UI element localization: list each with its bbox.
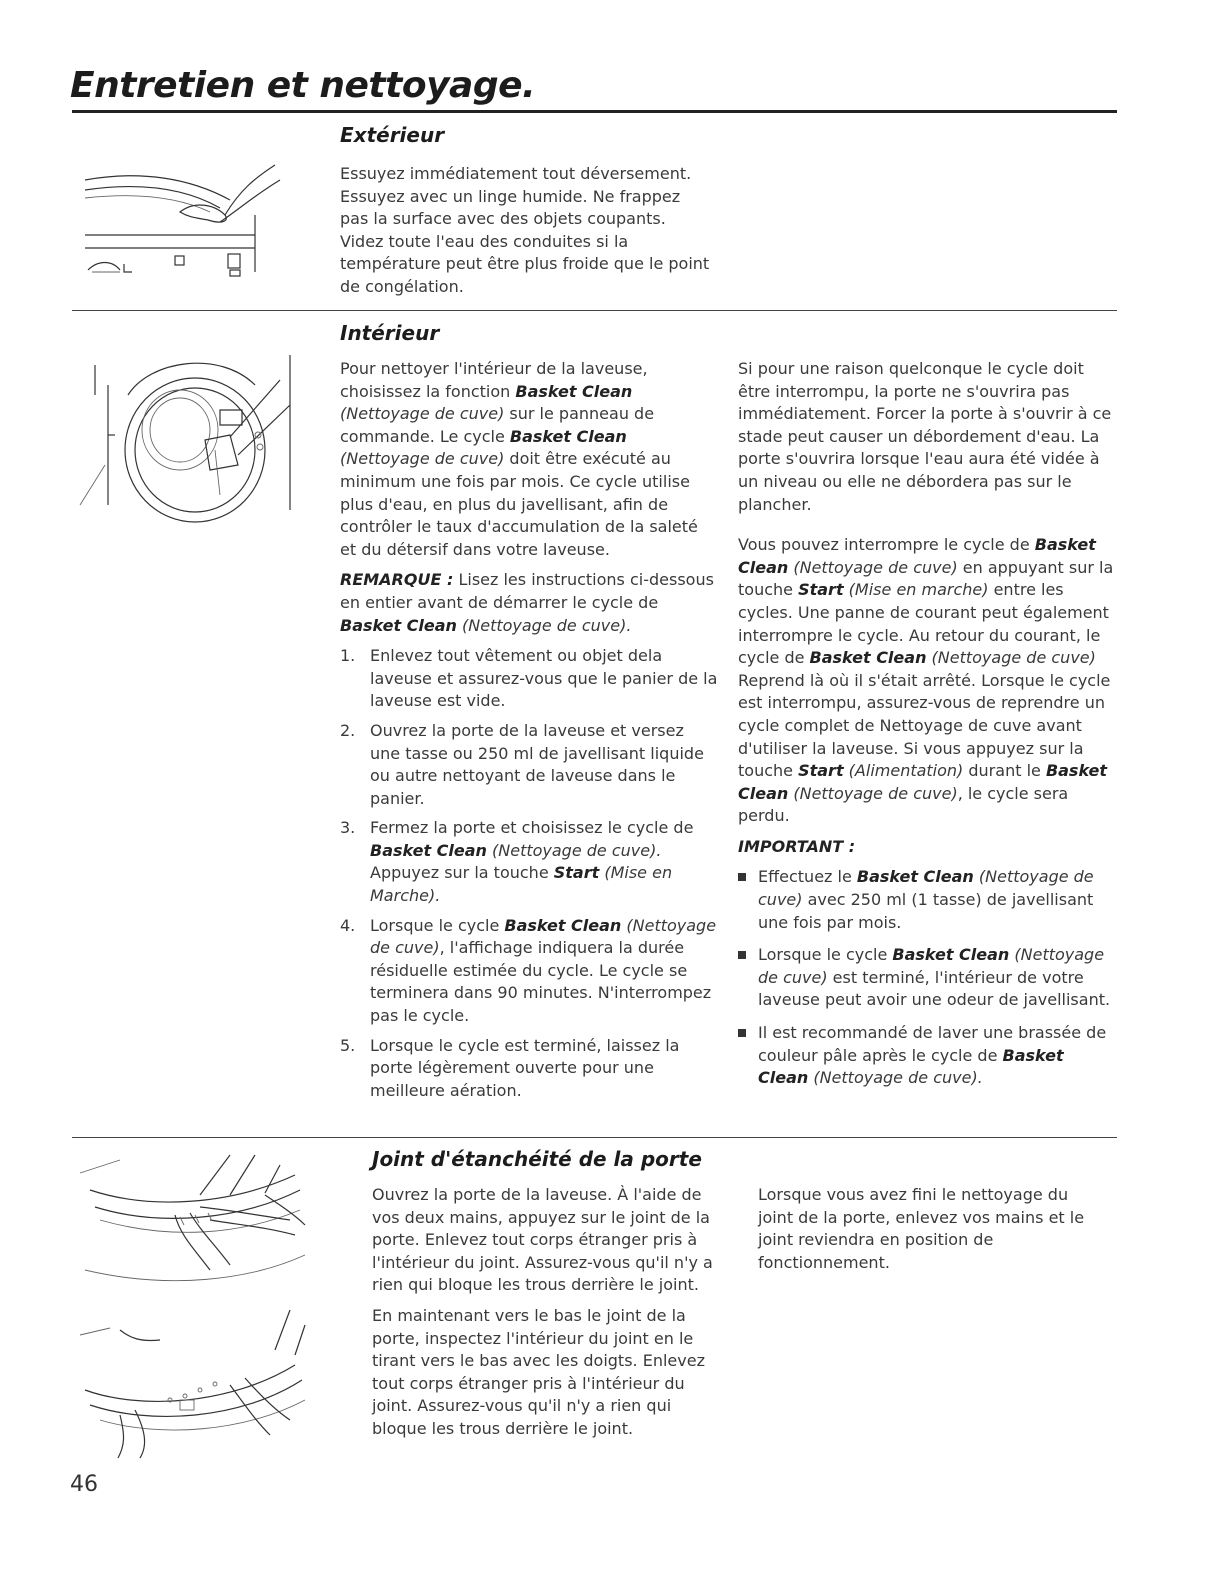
step-item: 4. Lorsque le cycle Basket Clean (Nettoyage de cuve), l'affichage indiquera la durée résiduelle estimée du cycle. Le cycle se terminera dans 90 minutes. N'interrompez pas le cycle. [340,915,717,1026]
door-seal-step-inspect: En maintenant vers le bas le joint de la porte, inspectez l'intérieur du joint en le tirant vers le bas avec les doigts. Enlevez tout corps étranger pris à l'intérieur du joint. Assurez-vous qu'il n'y a rien qui bloque les trous derrière le joint. [372,1305,705,1438]
section-divider-1 [72,310,1117,311]
bullet-item: Effectuez le Basket Clean (Nettoyage de cuve) avec 250 ml (1 tasse) de javellisant une fois par mois. [738,866,1118,934]
section-divider-2 [72,1137,1117,1138]
step-item: 1. Enlevez tout vêtement ou objet dela laveuse et assurez-vous que le panier de la laveuse est vide. [340,646,718,711]
step-item: 5. Lorsque le cycle est terminé, laissez la porte légèrement ouverte pour une meilleure aération. [340,1035,680,1100]
step-item: 2. Ouvrez la porte de la laveuse et versez une tasse ou 250 ml de javellisant liquide ou autre nettoyant de laveuse dans le panier. [340,720,704,808]
interior-left-column [340,358,718,1109]
page-title: Entretien et nettoyage. [70,65,536,106]
exterior-wiping-illustration [80,160,270,280]
door-seal-pull-illustration [80,1310,310,1460]
title-rule [72,110,1117,113]
step-item: 3. Fermez la porte et choisissez le cycle de Basket Clean (Nettoyage de cuve). Appuyez sur la touche Start (Mise en Marche). [340,818,694,906]
door-seal-finish: Lorsque vous avez fini le nettoyage du joint de la porte, enlevez vos mains et le joint reviendra en position de fonctionnement. [758,1185,1085,1272]
interior-intro: Pour nettoyer l'intérieur de la laveuse, choisissez la fonction Basket Clean (Nettoyage de cuve) sur le panneau de commande. Le cycle Basket Clean (Nettoyage de cuve) doit être exécuté au minimum une fois par mois. Ce cycle utilise plus d'eau, en plus du javellisant, afin de contrôler le taux d'accumulation de la saleté et du détersif dans votre laveuse. [340,359,698,559]
interior-right-column [738,358,1118,1100]
bullet-square-icon [738,873,746,881]
interior-interrupt-warning: Si pour une raison quelconque le cycle doit être interrompu, la porte ne s'ouvrira pas immédiatement. Forcer la porte à s'ouvrir à ce stade peut causer un débordement d'eau. La porte s'ouvrira lorsque l'eau aura été vidée à un niveau ou elle ne débordera pas sur le plancher. [738,359,1112,514]
interior-bleach-illustration [80,355,300,515]
page-number: 46 [70,1472,98,1497]
door-seal-heading: Joint d'étanchéité de la porte [372,1147,702,1171]
bullet-item: Il est recommandé de laver une brassée de couleur pâle après le cycle de Basket Clean (Nettoyage de cuve). [738,1022,1118,1090]
cleaning-steps [340,645,718,1102]
door-seal-press-illustration [80,1155,310,1300]
door-seal-right-column [758,1184,1088,1282]
interior-resume-info: Vous pouvez interrompre le cycle de Basket Clean (Nettoyage de cuve) en appuyant sur la touche Start (Mise en marche) entre les cycles. Une panne de courant peut également interrompre le cycle. Au retour du courant, le cycle de Basket Clean (Nettoyage de cuve) Reprend là où il s'était arrêté. Lorsque le cycle est interrompu, assurez-vous de reprendre un cycle complet de Nettoyage de cuve avant d'utiliser la laveuse. Si vous appuyez sur la touche Start (Alimentation) durant le Basket Clean (Nettoyage de cuve), le cycle sera perdu. [738,535,1114,826]
interior-note: REMARQUE : Lisez les instructions ci-dessous en entier avant de démarrer le cycle de Basket Clean (Nettoyage de cuve). [340,570,714,635]
bullet-square-icon [738,951,746,959]
bullet-item: Lorsque le cycle Basket Clean (Nettoyage de cuve) est terminé, l'intérieur de votre laveuse peut avoir une odeur de javellisant. [738,944,1118,1012]
bullet-square-icon [738,1029,746,1037]
interior-heading: Intérieur [340,321,440,345]
door-seal-left-column [372,1184,724,1449]
door-seal-step-press: Ouvrez la porte de la laveuse. À l'aide de vos deux mains, appuyez sur le joint de la porte. Enlevez tout corps étranger pris à l'intérieur du joint. Assurez-vous qu'il n'y a rien qui bloque les trous derrière le joint. [372,1185,713,1295]
important-label: IMPORTANT : [738,836,856,856]
important-bullets [738,866,1118,1089]
exterior-heading: Extérieur [340,123,445,147]
exterior-text: Essuyez immédiatement tout déversement. Essuyez avec un linge humide. Ne frappez pas la surface avec des objets coupants. Videz toute l'eau des conduites si la température peut être plus froide que le point de congélation. [340,164,710,296]
